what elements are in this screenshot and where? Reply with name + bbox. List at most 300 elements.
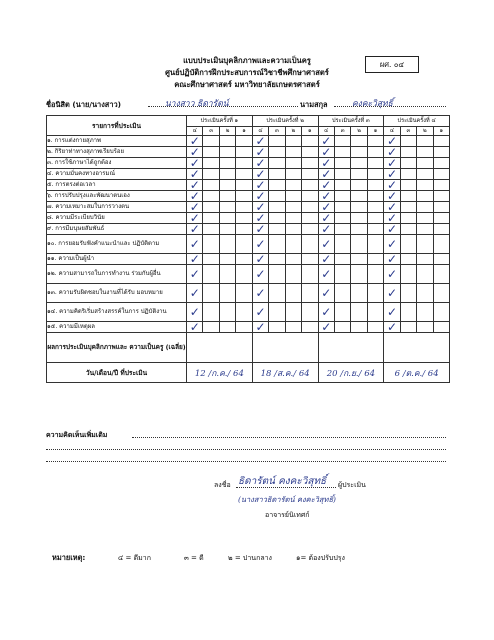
check-mark: ✓ xyxy=(187,284,203,303)
table-row xyxy=(47,265,450,284)
score-cell xyxy=(285,224,301,235)
check-mark: ✓ xyxy=(318,284,334,303)
score-cell xyxy=(203,265,219,284)
score-cell xyxy=(417,169,433,180)
date-label: วัน/เดือน/ปี ที่ประเมิน xyxy=(47,363,187,383)
score-cell xyxy=(400,158,416,169)
check-mark: ✓ xyxy=(187,136,203,147)
score-cell xyxy=(433,303,449,322)
score-cell xyxy=(203,224,219,235)
date-round-2: 18 /ส.ค./ 64 xyxy=(252,363,318,383)
check-mark: ✓ xyxy=(187,158,203,169)
score-cell xyxy=(417,202,433,213)
score-cell xyxy=(367,180,383,191)
score-cell xyxy=(351,284,367,303)
score-cell xyxy=(269,202,285,213)
score-cell xyxy=(269,147,285,158)
check-mark: ✓ xyxy=(252,303,268,322)
score-cell xyxy=(236,180,252,191)
item-label: ๓. การใช้ภาษาได้ถูกต้อง xyxy=(47,158,187,169)
score-cell xyxy=(334,169,350,180)
score-header: ๓ xyxy=(269,127,285,136)
check-mark: ✓ xyxy=(252,213,268,224)
score-cell xyxy=(219,213,235,224)
score-cell xyxy=(417,303,433,322)
score-cell xyxy=(236,303,252,322)
item-label: ๑๓. ความรับผิดชอบในงานที่ได้รับ มอบหมาย xyxy=(47,284,187,303)
round-2-header: ประเมินครั้งที่ ๒ xyxy=(252,116,318,127)
score-cell xyxy=(302,136,318,147)
score-cell xyxy=(302,224,318,235)
check-mark: ✓ xyxy=(318,180,334,191)
score-cell xyxy=(269,265,285,284)
score-cell xyxy=(334,158,350,169)
check-mark: ✓ xyxy=(318,147,334,158)
table-row xyxy=(47,224,450,235)
form-code: ผศ. ๐๔ xyxy=(365,56,419,73)
check-mark: ✓ xyxy=(384,191,400,202)
result-round-1 xyxy=(187,333,253,363)
item-label: ๑๕. ความมีเหตุผล xyxy=(47,322,187,333)
check-mark: ✓ xyxy=(252,191,268,202)
score-cell xyxy=(236,169,252,180)
score-cell xyxy=(285,322,301,333)
score-cell xyxy=(285,158,301,169)
form-title: แบบประเมินบุคลิกภาพและความเป็นครู xyxy=(183,56,311,65)
score-cell xyxy=(236,147,252,158)
score-cell xyxy=(302,265,318,284)
note-label: หมายเหตุ: xyxy=(52,553,86,562)
score-header: ๑ xyxy=(236,127,252,136)
signature: ธิดารัตน์ คงคะวิสุทธิ์ xyxy=(238,476,327,487)
check-mark: ✓ xyxy=(384,322,400,333)
table-row xyxy=(47,284,450,303)
score-cell xyxy=(219,265,235,284)
score-cell xyxy=(219,147,235,158)
score-cell xyxy=(236,136,252,147)
table-row xyxy=(47,235,450,254)
score-cell xyxy=(269,169,285,180)
score-cell xyxy=(433,147,449,158)
score-cell xyxy=(269,284,285,303)
score-header: ๑ xyxy=(433,127,449,136)
item-label: ๙. การมีมนุษยสัมพันธ์ xyxy=(47,224,187,235)
score-cell xyxy=(219,202,235,213)
score-cell xyxy=(351,191,367,202)
score-cell xyxy=(417,254,433,265)
score-cell xyxy=(433,213,449,224)
score-cell xyxy=(285,265,301,284)
score-cell xyxy=(400,180,416,191)
check-mark: ✓ xyxy=(252,136,268,147)
check-mark: ✓ xyxy=(252,147,268,158)
check-mark: ✓ xyxy=(384,147,400,158)
check-mark: ✓ xyxy=(384,265,400,284)
score-cell xyxy=(400,265,416,284)
score-cell xyxy=(236,265,252,284)
score-cell xyxy=(302,180,318,191)
score-cell xyxy=(433,254,449,265)
score-cell xyxy=(334,180,350,191)
check-mark: ✓ xyxy=(187,180,203,191)
score-cell xyxy=(334,213,350,224)
score-cell xyxy=(351,254,367,265)
name-label: ชื่อนิสิต (นาย/นางสาว) xyxy=(46,100,121,109)
score-cell xyxy=(417,224,433,235)
score-header: ๒ xyxy=(417,127,433,136)
check-mark: ✓ xyxy=(187,213,203,224)
table-row xyxy=(47,303,450,322)
faculty-title: คณะศึกษาศาสตร์ มหาวิทยาลัยเกษตรศาสตร์ xyxy=(174,80,320,89)
score-cell xyxy=(236,224,252,235)
score-cell xyxy=(269,213,285,224)
result-round-4 xyxy=(384,333,450,363)
note-scale-2: ๒ = ปานกลาง xyxy=(228,554,272,562)
score-cell xyxy=(203,213,219,224)
score-cell xyxy=(334,136,350,147)
score-cell xyxy=(302,158,318,169)
score-header: ๒ xyxy=(351,127,367,136)
check-mark: ✓ xyxy=(318,224,334,235)
score-cell xyxy=(400,254,416,265)
score-header: ๓ xyxy=(400,127,416,136)
score-cell xyxy=(203,136,219,147)
score-cell xyxy=(219,191,235,202)
score-cell xyxy=(334,284,350,303)
score-cell xyxy=(351,322,367,333)
score-cell xyxy=(351,235,367,254)
score-cell xyxy=(433,224,449,235)
check-mark: ✓ xyxy=(187,254,203,265)
check-mark: ✓ xyxy=(318,322,334,333)
score-cell xyxy=(417,180,433,191)
round-1-header: ประเมินครั้งที่ ๑ xyxy=(187,116,253,127)
check-mark: ✓ xyxy=(252,254,268,265)
score-cell xyxy=(285,284,301,303)
score-cell xyxy=(351,202,367,213)
score-cell xyxy=(334,147,350,158)
surname-label: นามสกุล xyxy=(300,100,328,109)
score-cell xyxy=(400,169,416,180)
note-scale-3: ๓ = ดี xyxy=(184,554,204,562)
score-cell xyxy=(417,191,433,202)
score-cell xyxy=(400,235,416,254)
score-cell xyxy=(417,235,433,254)
score-cell xyxy=(285,213,301,224)
check-mark: ✓ xyxy=(252,158,268,169)
score-cell xyxy=(236,284,252,303)
date-round-1: 12 /ก.ค./ 64 xyxy=(187,363,253,383)
score-cell xyxy=(367,169,383,180)
check-mark: ✓ xyxy=(384,303,400,322)
score-cell xyxy=(400,147,416,158)
item-label: ๔. ความมั่นคงทางอารมณ์ xyxy=(47,169,187,180)
comment-line-1 xyxy=(132,437,446,438)
check-mark: ✓ xyxy=(187,265,203,284)
score-cell xyxy=(367,284,383,303)
score-cell xyxy=(433,191,449,202)
check-mark: ✓ xyxy=(318,202,334,213)
score-cell xyxy=(334,224,350,235)
score-cell xyxy=(417,322,433,333)
check-mark: ✓ xyxy=(187,169,203,180)
score-cell xyxy=(417,284,433,303)
score-cell xyxy=(351,147,367,158)
score-cell xyxy=(285,147,301,158)
check-mark: ✓ xyxy=(252,284,268,303)
check-mark: ✓ xyxy=(252,202,268,213)
score-cell xyxy=(367,265,383,284)
score-header: ๔ xyxy=(252,127,268,136)
check-mark: ✓ xyxy=(318,213,334,224)
check-mark: ✓ xyxy=(384,235,400,254)
score-cell xyxy=(285,202,301,213)
score-cell xyxy=(302,254,318,265)
score-cell xyxy=(269,224,285,235)
check-mark: ✓ xyxy=(384,254,400,265)
score-cell xyxy=(203,235,219,254)
score-cell xyxy=(219,180,235,191)
item-label: ๕. การตรงต่อเวลา xyxy=(47,180,187,191)
score-cell xyxy=(417,136,433,147)
score-cell xyxy=(236,202,252,213)
score-cell xyxy=(236,254,252,265)
date-round-4: 6 /ต.ค./ 64 xyxy=(384,363,450,383)
evaluation-table xyxy=(46,115,450,383)
score-cell xyxy=(269,136,285,147)
score-cell xyxy=(269,254,285,265)
score-cell xyxy=(351,169,367,180)
check-mark: ✓ xyxy=(384,284,400,303)
check-mark: ✓ xyxy=(187,191,203,202)
round-3-header: ประเมินครั้งที่ ๓ xyxy=(318,116,384,127)
check-mark: ✓ xyxy=(252,224,268,235)
score-cell xyxy=(285,303,301,322)
item-label: ๑. การแต่งกายสุภาพ xyxy=(47,136,187,147)
table-row xyxy=(47,254,450,265)
score-cell xyxy=(203,322,219,333)
score-cell xyxy=(367,158,383,169)
sign-prefix: ลงชื่อ xyxy=(214,481,231,489)
score-cell xyxy=(302,303,318,322)
check-mark: ✓ xyxy=(384,213,400,224)
score-cell xyxy=(367,202,383,213)
score-cell xyxy=(400,191,416,202)
score-cell xyxy=(236,322,252,333)
check-mark: ✓ xyxy=(318,254,334,265)
score-cell xyxy=(219,169,235,180)
printed-name: (นางสาวธิดารัตน์ คงคะวิสุทธิ์) xyxy=(238,495,336,504)
score-cell xyxy=(203,169,219,180)
score-cell xyxy=(203,158,219,169)
comment-line-3 xyxy=(46,461,446,462)
score-cell xyxy=(400,284,416,303)
score-cell xyxy=(367,322,383,333)
score-header: ๓ xyxy=(203,127,219,136)
score-cell xyxy=(236,191,252,202)
student-surname: คงคะวิสุทธิ์ xyxy=(352,99,393,109)
score-cell xyxy=(334,322,350,333)
result-label: ผลการประเมินบุคลิกภาพและ ความเป็นครู (เฉลี่ย) xyxy=(47,333,187,363)
check-mark: ✓ xyxy=(318,235,334,254)
score-header: ๓ xyxy=(334,127,350,136)
score-cell xyxy=(334,303,350,322)
score-cell xyxy=(219,224,235,235)
score-cell xyxy=(302,147,318,158)
check-mark: ✓ xyxy=(384,169,400,180)
item-label: ๑๐. การยอมรับฟังคำแนะนำและ ปฏิบัติตาม xyxy=(47,235,187,254)
role-label: ผู้ประเมิน xyxy=(338,481,366,489)
score-cell xyxy=(433,180,449,191)
score-cell xyxy=(219,303,235,322)
position: อาจารย์นิเทศก์ xyxy=(265,511,310,519)
score-cell xyxy=(367,147,383,158)
score-cell xyxy=(433,284,449,303)
score-cell xyxy=(400,136,416,147)
item-label: ๑๔. ความคิดริเริ่มสร้างสรรค์ในการ ปฏิบัติงาน xyxy=(47,303,187,322)
score-cell xyxy=(302,169,318,180)
score-cell xyxy=(269,235,285,254)
score-cell xyxy=(285,169,301,180)
score-cell xyxy=(417,265,433,284)
score-cell xyxy=(203,202,219,213)
note-scale-1: ๑= ต้องปรับปรุง xyxy=(296,554,345,562)
score-cell xyxy=(236,235,252,254)
score-cell xyxy=(203,147,219,158)
item-label: ๗. ความเหมาะสมในการวางตน xyxy=(47,202,187,213)
score-cell xyxy=(302,235,318,254)
score-cell xyxy=(433,235,449,254)
score-cell xyxy=(203,191,219,202)
check-mark: ✓ xyxy=(384,180,400,191)
item-label: ๖. การปรับปรุงและพัฒนาตนเอง xyxy=(47,191,187,202)
score-cell xyxy=(367,213,383,224)
score-cell xyxy=(334,235,350,254)
score-cell xyxy=(285,180,301,191)
check-mark: ✓ xyxy=(384,224,400,235)
score-cell xyxy=(269,322,285,333)
comment-line-2 xyxy=(46,449,446,450)
score-cell xyxy=(269,303,285,322)
score-cell xyxy=(351,180,367,191)
score-cell xyxy=(400,213,416,224)
score-cell xyxy=(417,147,433,158)
score-cell xyxy=(400,303,416,322)
check-mark: ✓ xyxy=(384,202,400,213)
score-cell xyxy=(351,265,367,284)
score-cell xyxy=(351,303,367,322)
score-cell xyxy=(367,303,383,322)
check-mark: ✓ xyxy=(384,136,400,147)
score-cell xyxy=(433,322,449,333)
check-mark: ✓ xyxy=(252,180,268,191)
check-mark: ✓ xyxy=(318,158,334,169)
center-title: ศูนย์ปฏิบัติการฝึกประสบการณ์วิชาชีพศึกษาศาสตร์ xyxy=(165,68,329,77)
score-cell xyxy=(219,136,235,147)
score-cell xyxy=(219,254,235,265)
score-cell xyxy=(351,136,367,147)
result-round-2 xyxy=(252,333,318,363)
score-cell xyxy=(285,235,301,254)
score-cell xyxy=(285,191,301,202)
score-cell xyxy=(269,158,285,169)
score-cell xyxy=(203,303,219,322)
check-mark: ✓ xyxy=(252,169,268,180)
score-cell xyxy=(400,202,416,213)
check-mark: ✓ xyxy=(318,265,334,284)
score-cell xyxy=(433,202,449,213)
comment-label: ความคิดเห็นเพิ่มเติม xyxy=(46,431,108,439)
score-header: ๑ xyxy=(302,127,318,136)
score-cell xyxy=(367,235,383,254)
score-cell xyxy=(302,322,318,333)
score-cell xyxy=(367,254,383,265)
round-4-header: ประเมินครั้งที่ ๔ xyxy=(384,116,450,127)
score-cell xyxy=(334,265,350,284)
score-header: ๒ xyxy=(285,127,301,136)
score-cell xyxy=(203,180,219,191)
score-cell xyxy=(285,136,301,147)
score-cell xyxy=(203,254,219,265)
check-mark: ✓ xyxy=(318,191,334,202)
score-cell xyxy=(417,213,433,224)
result-round-3 xyxy=(318,333,384,363)
score-cell xyxy=(219,284,235,303)
score-cell xyxy=(302,202,318,213)
check-mark: ✓ xyxy=(187,224,203,235)
score-cell xyxy=(400,224,416,235)
check-mark: ✓ xyxy=(252,322,268,333)
item-label: ๒. กิริยาท่าทางสุภาพเรียบร้อย xyxy=(47,147,187,158)
check-mark: ✓ xyxy=(384,158,400,169)
check-mark: ✓ xyxy=(252,235,268,254)
check-mark: ✓ xyxy=(187,202,203,213)
score-cell xyxy=(351,213,367,224)
check-mark: ✓ xyxy=(252,265,268,284)
score-cell xyxy=(433,158,449,169)
table-row xyxy=(47,322,450,333)
score-cell xyxy=(367,191,383,202)
check-mark: ✓ xyxy=(187,303,203,322)
score-cell xyxy=(219,158,235,169)
score-header: ๑ xyxy=(367,127,383,136)
score-cell xyxy=(351,224,367,235)
score-cell xyxy=(219,322,235,333)
item-label: ๑๑. ความเป็นผู้นำ xyxy=(47,254,187,265)
score-cell xyxy=(236,213,252,224)
score-header: ๔ xyxy=(187,127,203,136)
score-cell xyxy=(219,235,235,254)
check-mark: ✓ xyxy=(318,303,334,322)
date-round-3: 20 /ก.ย./ 64 xyxy=(318,363,384,383)
score-header: ๔ xyxy=(384,127,400,136)
check-mark: ✓ xyxy=(318,169,334,180)
score-cell xyxy=(400,322,416,333)
check-mark: ✓ xyxy=(187,235,203,254)
check-mark: ✓ xyxy=(187,322,203,333)
score-cell xyxy=(236,158,252,169)
score-cell xyxy=(302,284,318,303)
score-cell xyxy=(417,158,433,169)
item-label: ๘. ความมีระเบียบวินัย xyxy=(47,213,187,224)
score-cell xyxy=(351,158,367,169)
score-cell xyxy=(367,136,383,147)
score-cell xyxy=(367,224,383,235)
score-header: ๒ xyxy=(219,127,235,136)
note-scale-4: ๔ = ดีมาก xyxy=(118,554,151,562)
check-mark: ✓ xyxy=(187,147,203,158)
check-mark: ✓ xyxy=(318,136,334,147)
